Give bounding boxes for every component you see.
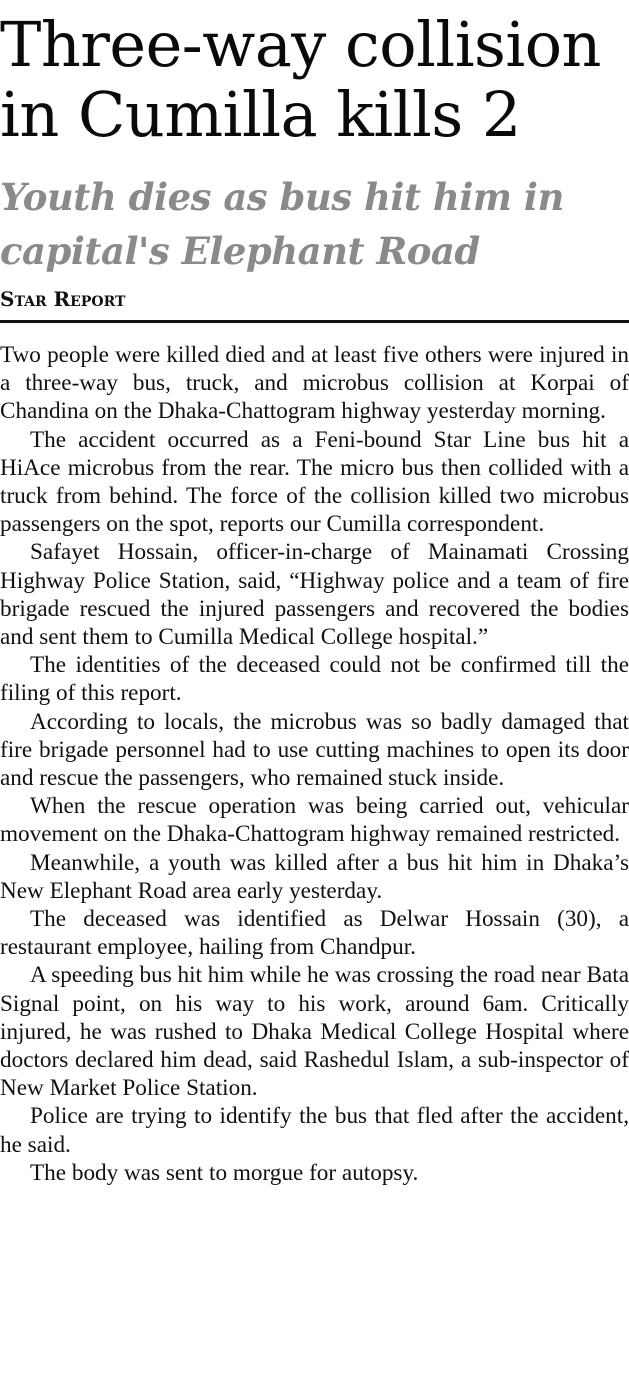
subheadline	[0, 170, 629, 278]
byline: Star Report	[0, 287, 126, 311]
paragraph: Police are trying to identify the bus that fled after the accident, he said.	[0, 1103, 629, 1158]
paragraph: Safayet Hossain, officer-in-charge of Mainamati Crossing Highway Police Station, said, “Highway police and a team of fire brigade rescued the injured passengers and recovered the bodies and sent them to Cumilla Medical College hospital.”	[0, 539, 629, 651]
headline-line: Three-way collision	[0, 8, 601, 81]
news-article	[0, 8, 629, 1187]
paragraph: The accident occurred as a Feni-bound Star Line bus hit a HiAce microbus from the rear. The micro bus then collided with a truck from behind. The force of the collision killed two microbus passengers on the spot, reports our Cumilla correspondent.	[0, 426, 629, 538]
paragraph: The identities of the deceased could not be confirmed till the filing of this report.	[0, 652, 629, 707]
paragraph: Meanwhile, a youth was killed after a bus hit him in Dhaka’s New Elephant Road area early yesterday.	[0, 849, 629, 904]
paragraph: The body was sent to morgue for autopsy.	[30, 1159, 419, 1186]
subheadline-line: Youth dies as bus hit him in	[0, 175, 564, 219]
article-body	[0, 341, 629, 1187]
paragraph: A speeding bus hit him while he was crossing the road near Bata Signal point, on his way to his work, around 6am. Critically injured, he was rushed to Dhaka Medical College Hospital where doctors declared him dead, said Rashedul Islam, a sub-inspector of New Market Police Station.	[0, 962, 629, 1102]
headline-line: in Cumilla kills 2	[0, 78, 521, 151]
paragraph: Two people were killed died and at least five others were injured in a three-way bus, truck, and microbus collision at Korpai of Chandina on the Dhaka-Chattogram highway yesterday morning.	[0, 342, 629, 425]
divider-rule	[0, 320, 629, 323]
subheadline-line: capital's Elephant Road	[0, 229, 480, 273]
headline	[0, 8, 629, 154]
paragraph: The deceased was identified as Delwar Hossain (30), a restaurant employee, hailing from Chandpur.	[0, 906, 629, 961]
paragraph: When the rescue operation was being carried out, vehicular movement on the Dhaka-Chattogram highway remained restricted.	[0, 793, 629, 848]
paragraph: According to locals, the microbus was so badly damaged that fire brigade personnel had to use cutting machines to open its door and rescue the passengers, who remained stuck inside.	[0, 708, 629, 792]
